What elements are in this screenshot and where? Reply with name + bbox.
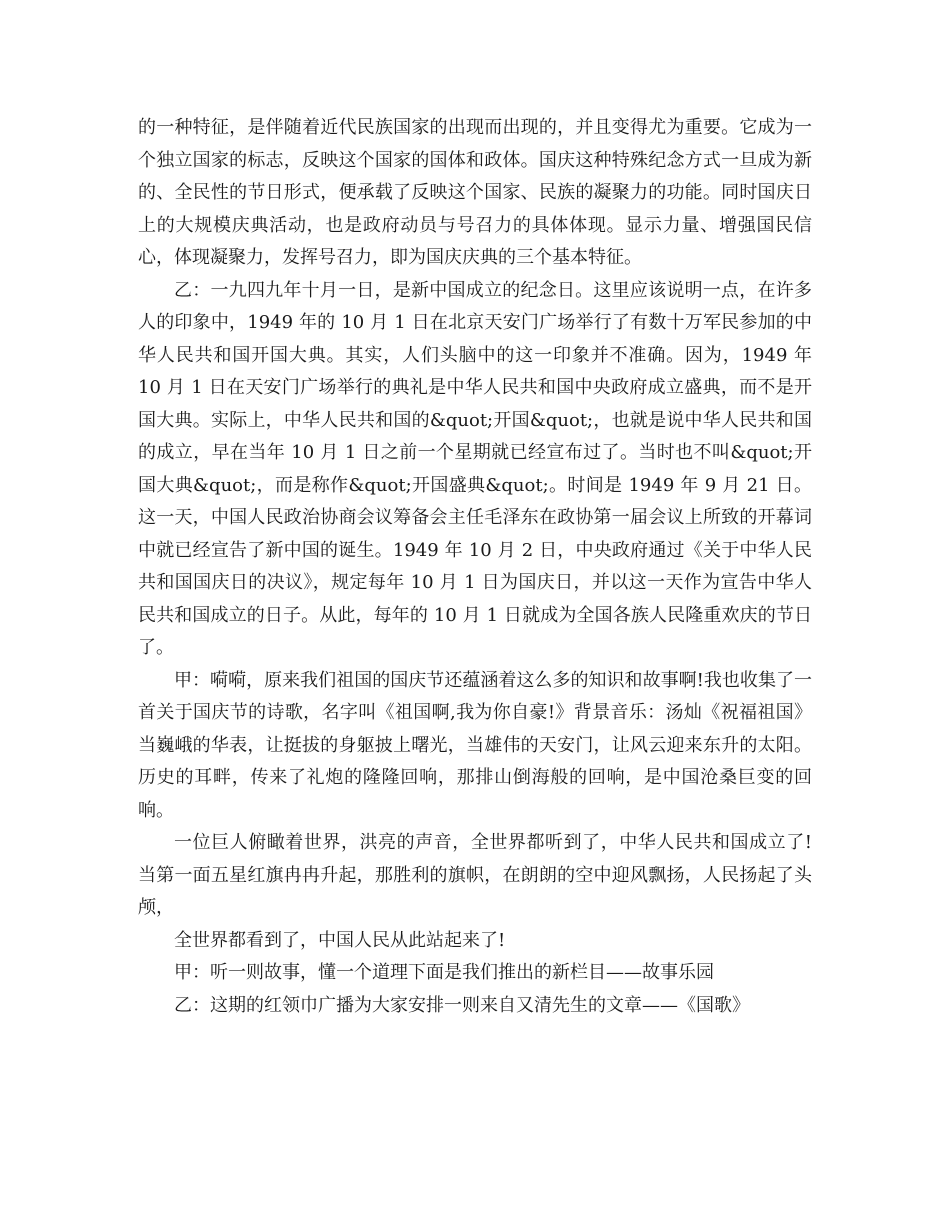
paragraph-4: 一位巨人俯瞰着世界，洪亮的声音，全世界都听到了，中华人民共和国成立了! 当第一面五星红旗冉冉升起，那胜利的旗帜，在朗朗的空中迎风飘扬，人民扬起了头颅， [138,832,812,918]
paragraph-7: 乙：这期的红领巾广播为大家安排一则来自又清先生的文章——《国歌》 [174,994,750,1016]
paragraph-1: 的一种特征，是伴随着近代民族国家的出现而出现的，并且变得尤为重要。它成为一个独立国家的标志，反映这个国家的国体和政体。国庆这种特殊纪念方式一旦成为新的、全民性的节日形式，便承载了反映这个国家、民族的凝聚力的功能。同时国庆日上的大规模庆典活动，也是政府动员与号召力的具体体现。显示力量、增强国民信心，体现凝聚力，发挥号召力，即为国庆庆典的三个基本特征。 [138,117,812,268]
paragraph-2: 乙：一九四九年十月一日，是新中国成立的纪念日。这里应该说明一点，在许多人的印象中，1949 年的 10 月 1 日在北京天安门广场举行了有数十万军民参加的中华人民共和国开国大典。其实，人们头脑中的这一印象并不准确。因为，1949 年 10 月 1 日在天安门广场举行的典礼是中华人民共和国中央政府成立盛典，而不是开国大典。实际上，中华人民共和国的&quot;开国&quot;，也就是说中华人民共和国的成立，早在当年 10 月 1 日之前一个星期就已经宣布过了。当时也不叫&quot;开国大典&quot;，而是称作&quot;开国盛典&quot;。时间是 1949 年 9 月 21 日。这一天，中国人民政治协商会议筹备会主任毛泽东在政协第一届会议上所致的开幕词中就已经宣告了新中国的诞生。1949 年 10 月 2 日，中央政府通过《关于中华人民共和国国庆日的决议》，规定每年 10 月 1 日为国庆日，并以这一天作为宣告中华人民共和国成立的日子。从此，每年的 10 月 1 日就成为全国各族人民隆重欢庆的节日了。 [138,279,812,658]
paragraph-5: 全世界都看到了，中国人民从此站起来了! [174,929,506,951]
paragraph-6: 甲：听一则故事，懂一个道理下面是我们推出的新栏目——故事乐园 [174,962,714,983]
paragraph-3: 甲：嗬嗬，原来我们祖国的国庆节还蕴涵着这么多的知识和故事啊!我也收集了一首关于国庆节的诗歌，名字叫《祖国啊,我为你自豪!》背景音乐：汤灿《祝福祖国》 当巍峨的华表，让挺拔的身躯披上曙光，当雄伟的天安门，让风云迎来东升的太阳。 历史的耳畔，传来了礼炮的隆隆回响，那排山倒海般的回响，是中国沧桑巨变的回响。 [138,669,812,821]
